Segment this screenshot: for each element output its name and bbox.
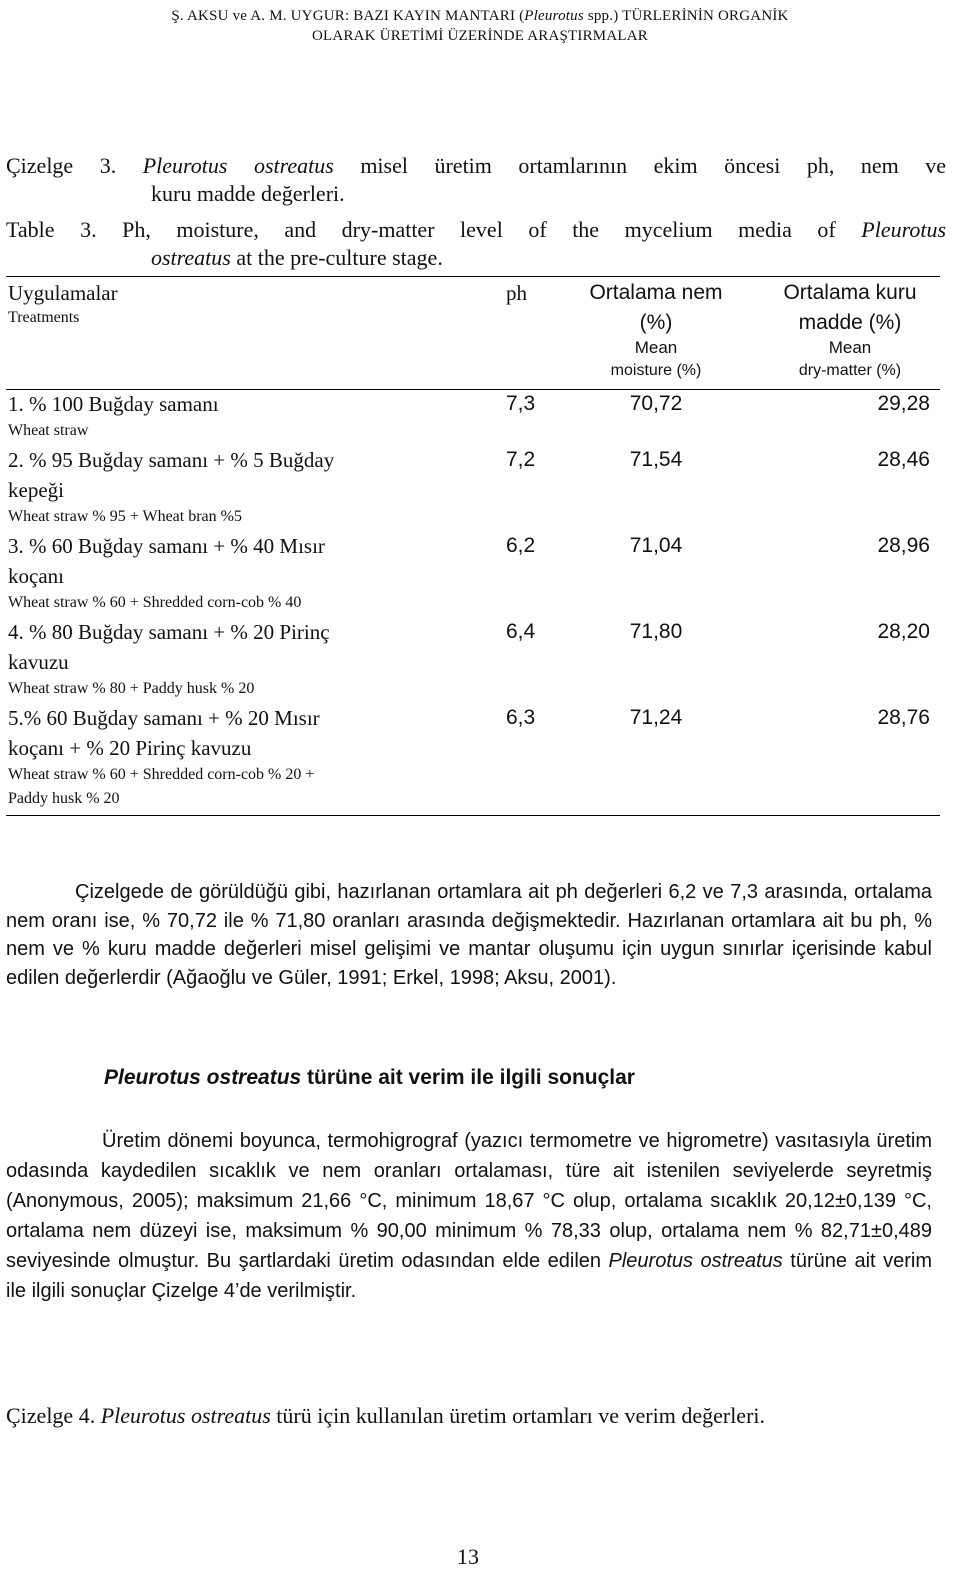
row-dry-matter: 28,46 bbox=[877, 448, 930, 471]
row-treatment: 4. % 80 Buğday samanı + % 20 Pirinç kavuzu Wheat straw % 80 + Paddy husk % 20 bbox=[8, 620, 330, 697]
table3-header-ph: ph bbox=[506, 281, 527, 305]
table3-header-treatments: Uygulamalar Treatments bbox=[8, 281, 118, 326]
row-moisture: 71,04 bbox=[629, 534, 683, 557]
paragraph-2: Üretim dönemi boyunca, termohigrograf (yazıcı termometre ve higrometre) vasıtasıyla üretim odasında kaydedilen sıcaklık ve nem oranları ortalaması, türe ait istenilen seviyelerde seyretmiş (Anonymous, 2005); maksimum 21,66 °C, minimum 18,67 °C olup, ortalama sıcaklık 20,12±0,139 °C, ortalama nem düzeyi ise, maksimum % 90,00 minimum % 78,33 olup, ortalama nem % 82,71±0,489 seviyesinde olmuştur. Bu şartlardaki üretim odasından elde edilen Pleurotus ostreatus türüne ait verim ile ilgili sonuçlar Çizelge 4’de verilmiştir. bbox=[6, 1130, 932, 1302]
row-moisture: 71,24 bbox=[629, 706, 683, 729]
row-treatment: 1. % 100 Buğday samanı Wheat straw bbox=[8, 392, 219, 439]
row-ph: 6,2 bbox=[506, 534, 536, 557]
table3-bottom-rule bbox=[6, 815, 940, 816]
row-treatment: 2. % 95 Buğday samanı + % 5 Buğday kepeği Wheat straw % 95 + Wheat bran %5 bbox=[8, 448, 335, 525]
row-ph: 6,3 bbox=[506, 706, 536, 729]
table3-header-moisture: Ortalama nem (%) Mean moisture (%) bbox=[589, 281, 723, 379]
paragraph-1: Çizelgede de görüldüğü gibi, hazırlanan ortamlara ait ph değerleri 6,2 ve 7,3 arasında, ortalama nem oranı ise, % 70,72 ile % 71,80 oranları arasında değişmektedir. Hazırlanan ortamlara ait bu ph, % nem ve % kuru madde değerleri misel gelişimi ve mantar oluşumu için uygun sınırlar içerisinde kabul edilen değerlerdir (Ağaoğlu ve Güler, 1991; Erkel, 1998; Aksu, 2001). bbox=[6, 881, 932, 989]
row-ph: 7,2 bbox=[506, 448, 536, 471]
row-dry-matter: 28,20 bbox=[877, 620, 930, 643]
table3-header-dry-matter: Ortalama kuru madde (%) Mean dry-matter (%) bbox=[783, 281, 917, 379]
row-ph: 6,4 bbox=[506, 620, 536, 643]
page-number: 13 bbox=[457, 1544, 479, 1569]
row-dry-matter: 28,76 bbox=[877, 706, 930, 729]
section-heading: Pleurotus ostreatus türüne ait verim ile ilgili sonuçlar bbox=[104, 1066, 635, 1089]
running-header-line1: Ş. AKSU ve A. M. UYGUR: BAZI KAYIN MANTARI (Pleurotus spp.) TÜRLERİNİN ORGANİK bbox=[171, 8, 789, 24]
running-header bbox=[0, 6, 960, 46]
row-moisture: 71,80 bbox=[629, 620, 683, 643]
row-treatment: 3. % 60 Buğday samanı + % 40 Mısır koçanı Wheat straw % 60 + Shredded corn-cob % 40 bbox=[8, 534, 325, 611]
table4-caption: Çizelge 4. Pleurotus ostreatus türü için kullanılan üretim ortamları ve verim değerleri. bbox=[6, 1403, 766, 1428]
table3-caption-tr: Çizelge 3. Pleurotus ostreatus misel üretim ortamlarının ekim öncesi ph, nem ve kuru madde değerleri. bbox=[6, 153, 947, 206]
running-header-line2: OLARAK ÜRETİMİ ÜZERİNDE ARAŞTIRMALAR bbox=[312, 28, 648, 44]
row-moisture: 71,54 bbox=[629, 448, 683, 471]
table3-header-rule bbox=[6, 389, 940, 390]
row-treatment: 5.% 60 Buğday samanı + % 20 Mısır koçanı + % 20 Pirinç kavuzu Wheat straw % 60 + Shredded corn-cob % 20 + Paddy husk % 20 bbox=[8, 706, 320, 807]
table3-caption-en: Table 3. Ph, moisture, and dry-matter level of the mycelium media of Pleurotus ostreatus at the pre-culture stage. bbox=[6, 217, 946, 270]
table3-top-rule bbox=[6, 276, 940, 277]
row-dry-matter: 29,28 bbox=[877, 392, 930, 415]
row-ph: 7,3 bbox=[506, 392, 536, 415]
row-moisture: 70,72 bbox=[629, 392, 683, 415]
row-dry-matter: 28,96 bbox=[877, 534, 930, 557]
